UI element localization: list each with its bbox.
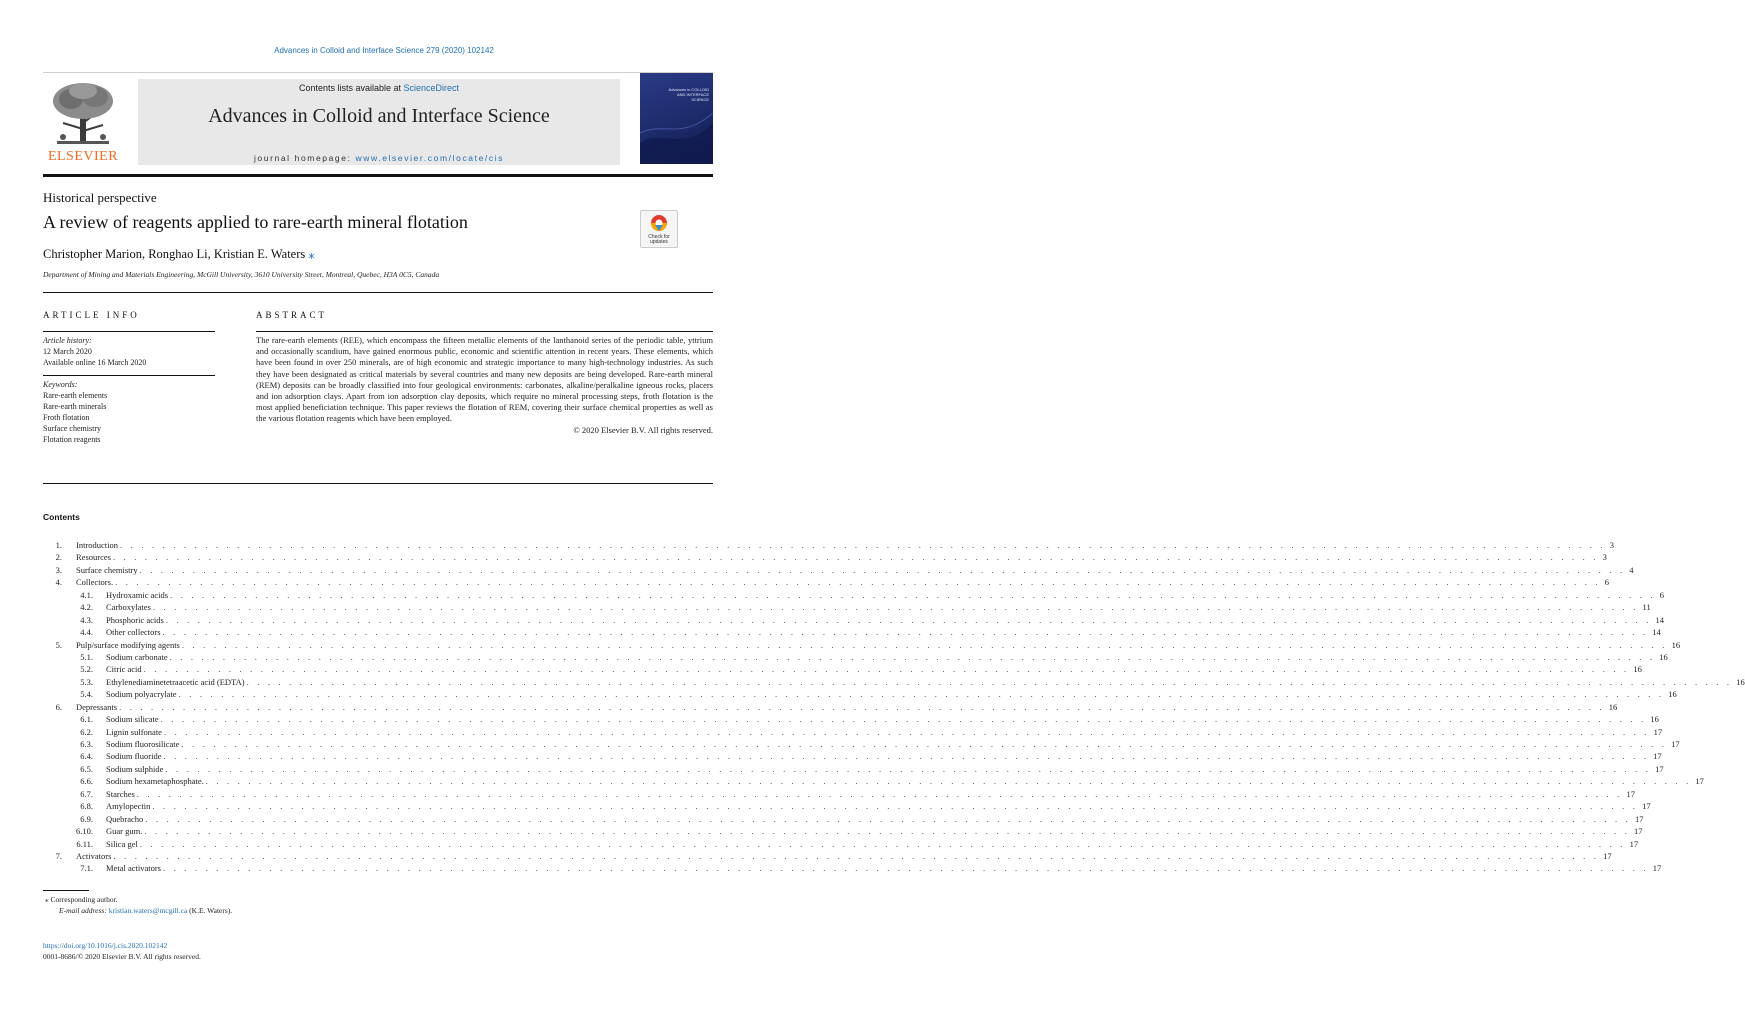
toc-title[interactable]: Metal activators: [106, 863, 161, 874]
toc-leader-dots: . . . . . . . . . . . . . . . . . . . . . . . . . . . . . . . . . . . . . . . . . . . . . . . . . . . . . . . . . . . . . . . . . . . . . . . . . . . . . . . . . . . . . . . . . . . . . . . . . . . . . . . . . . . . . . . . . . . . . . . . . . . . . . . . . . . . . . . . . . . .: [169, 651, 1656, 662]
toc-number: 4.2.: [80, 602, 93, 613]
contents-heading: Contents: [43, 512, 80, 522]
toc-entry[interactable]: [43, 862, 1662, 874]
toc-leader-dots: . . . . . . . . . . . . . . . . . . . . . . . . . . . . . . . . . . . . . . . . . . . . . . . . . . . . . . . . . . . . . . . . . . . . . . . . . . . . . . . . . . . . . . . . . . . . . . . . . . . . . . . . . . . . . . . . . . . . . . . . . . . . . . . . . . . . . . . . . . . .: [246, 676, 1733, 687]
toc-title[interactable]: Sodium sulphide: [106, 763, 164, 774]
toc-title[interactable]: Sodium fluoride: [106, 751, 162, 762]
toc-entry[interactable]: [43, 551, 1607, 563]
toc-number: 5.4.: [80, 689, 93, 700]
toc-entry[interactable]: [43, 651, 1668, 663]
toc-page-number: 17: [1649, 750, 1662, 762]
toc-page-number: 17: [1667, 738, 1680, 750]
toc-entry[interactable]: [43, 639, 1681, 651]
toc-leader-dots: . . . . . . . . . . . . . . . . . . . . . . . . . . . . . . . . . . . . . . . . . . . . . . . . . . . . . . . . . . . . . . . . . . . . . . . . . . . . . . . . . . . . . . . . . . . . . . . . . . . . . . . . . . . . . . . . . . . . . . . . . . . . . . . . . . . . . . . . . . . .: [165, 614, 1652, 625]
journal-homepage-line: [138, 153, 620, 163]
toc-leader-dots: . . . . . . . . . . . . . . . . . . . . . . . . . . . . . . . . . . . . . . . . . . . . . . . . . . . . . . . . . . . . . . . . . . . . . . . . . . . . . . . . . . . . . . . . . . . . . . . . . . . . . . . . . . . . . . . . . . . . . . . . . . . . . . . . . . . . . . . . . . . .: [139, 564, 1626, 575]
toc-title[interactable]: Surface chemistry: [76, 564, 138, 575]
toc-entry[interactable]: [43, 738, 1680, 750]
toc-leader-dots: . . . . . . . . . . . . . . . . . . . . . . . . . . . . . . . . . . . . . . . . . . . . . . . . . . . . . . . . . . . . . . . . . . . . . . . . . . . . . . . . . . . . . . . . . . . . . . . . . . . . . . . . . . . . . . . . . . . . . . . . . . . . . . . . . . . . . . . . . . . .: [152, 602, 1639, 613]
article-info-heading: ARTICLE INFO: [43, 310, 140, 320]
toc-number: 5.2.: [80, 664, 93, 675]
toc-leader-dots: . . . . . . . . . . . . . . . . . . . . . . . . . . . . . . . . . . . . . . . . . . . . . . . . . . . . . . . . . . . . . . . . . . . . . . . . . . . . . . . . . . . . . . . . . . . . . . . . . . . . . . . . . . . . . . . . . . . . . . . . . . . . . . . . . . . . . . . . . . . .: [181, 639, 1668, 650]
toc-page-number: 6: [1656, 589, 1664, 601]
toc-number: 4.1.: [80, 589, 93, 600]
toc-number: 4.4.: [80, 627, 93, 638]
toc-leader-dots: . . . . . . . . . . . . . . . . . . . . . . . . . . . . . . . . . . . . . . . . . . . . . . . . . . . . . . . . . . . . . . . . . . . . . . . . . . . . . . . . . . . . . . . . . . . . . . . . . . . . . . . . . . . . . . . . . . . . . . . . . . . . . . . . . . . . . . . . . . . .: [115, 577, 1601, 588]
toc-title[interactable]: Sodium fluorosilicate: [106, 739, 180, 749]
toc-number: 6.1.: [80, 714, 93, 725]
toc-title[interactable]: Silica gel: [106, 838, 138, 849]
toc-leader-dots: . . . . . . . . . . . . . . . . . . . . . . . . . . . . . . . . . . . . . . . . . . . . . . . . . . . . . . . . . . . . . . . . . . . . . . . . . . . . . . . . . . . . . . . . . . . . . . . . . . . . . . . . . . . . . . . . . . . . . . . . . . . . . . . . . . . . . . . . . . . .: [139, 838, 1626, 849]
toc-number: 3.: [55, 564, 62, 575]
toc-leader-dots: . . . . . . . . . . . . . . . . . . . . . . . . . . . . . . . . . . . . . . . . . . . . . . . . . . . . . . . . . . . . . . . . . . . . . . . . . . . . . . . . . . . . . . . . . . . . . . . . . . . . . . . . . . . . . . . . . . . . . . . . . . . . . . . . . . . . . . . . . . . .: [163, 726, 1650, 737]
toc-leader-dots: . . . . . . . . . . . . . . . . . . . . . . . . . . . . . . . . . . . . . . . . . . . . . . . . . . . . . . . . . . . . . . . . . . . . . . . . . . . . . . . . . . . . . . . . . . . . . . . . . . . . . . . . . . . . . . . . . . . . . . . . . . . . . . . . . . . . . . . . . . . .: [119, 701, 1605, 712]
toc-entry[interactable]: [43, 726, 1663, 738]
toc-title[interactable]: Citric acid: [106, 664, 142, 675]
toc-number: 6.11.: [76, 838, 93, 849]
toc-leader-dots: . . . . . . . . . . . . . . . . . . . . . . . . . . . . . . . . . . . . . . . . . . . . . . . . . . . . . . . . . . . . . . . . . . . . . . . . . . . . . . . . . . . . . . . . . . . . . . . . . . . . . . . . . . . . . . . . . . . . . . . . . . . . . . . . . . . . . . . . . . . .: [163, 751, 1650, 762]
email-footnote: [43, 905, 232, 916]
toc-number: 6.10.: [76, 826, 93, 837]
toc-entry[interactable]: [43, 626, 1661, 638]
footnotes: [43, 894, 232, 916]
toc-number: 5.1.: [80, 651, 93, 662]
toc-entry[interactable]: [43, 813, 1644, 825]
toc-number: 6.2.: [80, 726, 93, 737]
toc-entry[interactable]: [43, 576, 1610, 588]
check-for-updates-button[interactable]: [640, 210, 678, 248]
toc-leader-dots: . . . . . . . . . . . . . . . . . . . . . . . . . . . . . . . . . . . . . . . . . . . . . . . . . . . . . . . . . . . . . . . . . . . . . . . . . . . . . . . . . . . . . . . . . . . . . . . . . . . . . . . . . . . . . . . . . . . . . . . . . . . . . . . . . . . . . . . . . . . .: [178, 689, 1665, 700]
toc-number: 2.: [55, 552, 62, 563]
toc-title[interactable]: Carboxylates: [106, 602, 151, 613]
toc-page-number: 14: [1652, 614, 1665, 626]
footnote-mark: ⁎: [44, 895, 49, 904]
history-online: Available online 16 March 2020: [43, 358, 147, 367]
authors-names: Christopher Marion, Ronghao Li, Kristian E. Waters: [43, 247, 306, 261]
toc-title[interactable]: Sodium carbonate: [106, 651, 168, 662]
elsevier-logo[interactable]: [43, 79, 123, 165]
toc-title[interactable]: Lignin sulfonate: [106, 726, 162, 737]
abstract-body: [256, 335, 713, 436]
toc-leader-dots: . . . . . . . . . . . . . . . . . . . . . . . . . . . . . . . . . . . . . . . . . . . . . . . . . . . . . . . . . . . . . . . . . . . . . . . . . . . . . . . . . . . . . . . . . . . . . . . . . . . . . . . . . . . . . . . . . . . . . . . . . . . . . . . . . . . . . . . . . . . .: [113, 850, 1600, 861]
toc-page-number: 6: [1601, 576, 1609, 588]
toc-leader-dots: . . . . . . . . . . . . . . . . . . . . . . . . . . . . . . . . . . . . . . . . . . . . . . . . . . . . . . . . . . . . . . . . . . . . . . . . . . . . . . . . . . . . . . . . . . . . . . . . . . . . . . . . . . . . . . . . . . . . . . . . . . . . . . . . . . . . . . . . . . . .: [205, 776, 1692, 787]
toc-page-number: 17: [1649, 862, 1662, 874]
toc-number: 6.9.: [80, 813, 93, 824]
history-received: 12 March 2020: [43, 347, 92, 356]
toc-entry[interactable]: [43, 838, 1639, 850]
masthead-top-rule: [43, 72, 713, 73]
toc-entry[interactable]: [43, 663, 1642, 675]
doi-block: [43, 940, 201, 962]
toc-leader-dots: . . . . . . . . . . . . . . . . . . . . . . . . . . . . . . . . . . . . . . . . . . . . . . . . . . . . . . . . . . . . . . . . . . . . . . . . . . . . . . . . . . . . . . . . . . . . . . . . . . . . . . . . . . . . . . . . . . . . . . . . . . . . . . . . . . . . . . . . . . . .: [162, 627, 1649, 638]
toc-entry[interactable]: [43, 676, 1745, 688]
toc-title[interactable]: Sodium silicate: [106, 714, 159, 725]
sciencedirect-link[interactable]: ScienceDirect: [403, 83, 460, 93]
keywords: [43, 379, 215, 445]
toc-title[interactable]: Phosphoric acids: [106, 614, 164, 625]
toc-number: 4.: [55, 577, 62, 588]
article-type: Historical perspective: [43, 190, 157, 205]
history-label: Article history:: [43, 336, 92, 345]
toc-entry[interactable]: [43, 564, 1634, 576]
toc-page-number: 16: [1646, 713, 1659, 725]
toc-page-number: 16: [1605, 701, 1618, 713]
affiliation-rule: [43, 292, 713, 293]
keyword: Froth flotation: [43, 413, 90, 422]
toc-title[interactable]: Introduction: [76, 540, 119, 550]
toc-number: 6.4.: [80, 751, 93, 762]
article-title: A review of reagents applied to rare-earth mineral flotation: [43, 212, 468, 232]
keywords-label: Keywords:: [43, 380, 78, 389]
corresponding-text: Corresponding author.: [50, 895, 118, 904]
contents-prefix: Contents lists available at: [298, 83, 404, 93]
abstract-paragraph: The rare-earth elements (REE), which encompass the fifteen metallic elements of the lanthanoid series of the periodic table, yttrium and occasionally scandium, have gained enormous public, economic and scientific attention in recent years. These elements, which have been found in over 250 minerals, are of high economic and strategic importance to many high-technology industries. As such they have been designated as critical materials by several countries and many new deposits are being developed. Rare-earth mineral (REM) deposits can be broadly classified into four geological environments: carbonates, alkaline/peralkaline igneous rocks, placers and ion adsorption clays. Apart from ion adsorption clay deposits, which require no mineral processing steps, froth flotation is the most applied beneficiation technique. This paper reviews the flotation of REM, covering their surface chemical properties as well as the various flotation reagents which have been employed.: [256, 335, 713, 424]
toc-number: 7.1.: [80, 863, 93, 874]
contents-lists-line: [138, 83, 620, 93]
toc-entry[interactable]: [43, 800, 1651, 812]
homepage-link[interactable]: www.elsevier.com/locate/cis: [355, 153, 505, 163]
toc-leader-dots: . . . . . . . . . . . . . . . . . . . . . . . . . . . . . . . . . . . . . . . . . . . . . . . . . . . . . . . . . . . . . . . . . . . . . . . . . . . . . . . . . . . . . . . . . . . . . . . . . . . . . . . . . . . . . . . . . . . . . . . . . . . . . . . . . . . . . . . . . . . .: [145, 813, 1631, 824]
toc-title[interactable]: Guar gum.: [106, 826, 143, 837]
homepage-prefix: journal homepage:: [253, 153, 356, 163]
toc-number: 6.6.: [80, 776, 93, 787]
toc-entry[interactable]: [43, 775, 1704, 787]
toc-entry[interactable]: [43, 750, 1662, 762]
affiliation: Department of Mining and Materials Engineering, McGill University, 3610 University Street, Montreal, Quebec, H3A 0C5, Canada: [43, 270, 440, 279]
corresponding-footnote: [43, 894, 232, 905]
cover-title: Advances in COLLOID AND INTERFACE SCIENCE: [668, 87, 709, 102]
toc-number: 6.8.: [80, 801, 93, 812]
toc-page-number: 17: [1650, 726, 1663, 738]
toc-leader-dots: . . . . . . . . . . . . . . . . . . . . . . . . . . . . . . . . . . . . . . . . . . . . . . . . . . . . . . . . . . . . . . . . . . . . . . . . . . . . . . . . . . . . . . . . . . . . . . . . . . . . . . . . . . . . . . . . . . . . . . . . . . . . . . . . . . . . . . . . . . . .: [163, 863, 1649, 874]
toc-page-number: 3: [1606, 539, 1614, 551]
toc-title[interactable]: Sodium polyacrylate: [106, 689, 177, 700]
toc-leader-dots: . . . . . . . . . . . . . . . . . . . . . . . . . . . . . . . . . . . . . . . . . . . . . . . . . . . . . . . . . . . . . . . . . . . . . . . . . . . . . . . . . . . . . . . . . . . . . . . . . . . . . . . . . . . . . . . . . . . . . . . . . . . . . . . . . . . . . . . . . . . .: [170, 589, 1656, 600]
keyword: Rare-earth elements: [43, 391, 108, 400]
issn-copyright: 0001-8686/© 2020 Elsevier B.V. All rights reserved.: [43, 952, 201, 961]
toc-leader-dots: . . . . . . . . . . . . . . . . . . . . . . . . . . . . . . . . . . . . . . . . . . . . . . . . . . . . . . . . . . . . . . . . . . . . . . . . . . . . . . . . . . . . . . . . . . . . . . . . . . . . . . . . . . . . . . . . . . . . . . . . . . . . . . . . . . . . . . . . . . . .: [136, 788, 1623, 799]
email-suffix: (K.E. Waters).: [187, 906, 233, 915]
journal-cover-thumbnail[interactable]: [640, 73, 713, 164]
toc-leader-dots: . . . . . . . . . . . . . . . . . . . . . . . . . . . . . . . . . . . . . . . . . . . . . . . . . . . . . . . . . . . . . . . . . . . . . . . . . . . . . . . . . . . . . . . . . . . . . . . . . . . . . . . . . . . . . . . . . . . . . . . . . . . . . . . . . . . . . . . . . . . .: [120, 540, 1606, 550]
toc-page-number: 17: [1622, 788, 1635, 800]
toc-page-number: 16: [1668, 639, 1681, 651]
toc-entry[interactable]: [43, 713, 1659, 725]
toc-title[interactable]: Resources: [76, 552, 111, 563]
toc-page-number: 17: [1599, 850, 1612, 862]
toc-number: 5.3.: [80, 676, 93, 687]
toc-page-number: 17: [1631, 813, 1644, 825]
toc-entry[interactable]: [43, 589, 1665, 601]
keywords-rule: [43, 375, 215, 376]
abstract-end-rule: [43, 483, 713, 484]
keyword: Flotation reagents: [43, 435, 101, 444]
abstract-heading: ABSTRACT: [256, 310, 328, 320]
toc-number: 7.: [55, 850, 62, 861]
toc-entry[interactable]: [43, 688, 1677, 700]
crossmark-icon: [641, 211, 677, 235]
abstract-copyright: © 2020 Elsevier B.V. All rights reserved.: [573, 424, 713, 435]
toc-entry[interactable]: [43, 788, 1635, 800]
toc-title[interactable]: Quebracho: [106, 813, 144, 824]
corresponding-author-mark[interactable]: ⁎: [308, 247, 315, 261]
toc-page-number: 17: [1691, 775, 1704, 787]
toc-entry[interactable]: [43, 701, 1618, 713]
toc-title[interactable]: Starches: [106, 788, 135, 799]
journal-masthead: [138, 79, 620, 165]
toc-title[interactable]: Ethylenediaminetetraacetic acid (EDTA): [106, 676, 245, 687]
header-thick-rule: [43, 174, 713, 177]
toc-page-number: 17: [1630, 825, 1643, 837]
table-of-contents: [43, 539, 1745, 875]
keyword: Surface chemistry: [43, 424, 101, 433]
toc-page-number: 4: [1625, 564, 1633, 576]
toc-title[interactable]: Pulp/surface modifying agents: [76, 639, 180, 650]
running-head[interactable]: Advances in Colloid and Interface Science 279 (2020) 102142: [274, 46, 494, 55]
toc-page-number: 16: [1629, 663, 1642, 675]
toc-entry[interactable]: [43, 825, 1643, 837]
toc-title[interactable]: Collectors.: [76, 577, 114, 588]
toc-entry[interactable]: [43, 614, 1665, 626]
crossmark-label: Check for updates: [648, 234, 670, 245]
toc-leader-dots: . . . . . . . . . . . . . . . . . . . . . . . . . . . . . . . . . . . . . . . . . . . . . . . . . . . . . . . . . . . . . . . . . . . . . . . . . . . . . . . . . . . . . . . . . . . . . . . . . . . . . . . . . . . . . . . . . . . . . . . . . . . . . . . . . . . . . . . . . . . .: [165, 763, 1652, 774]
toc-page-number: 16: [1732, 676, 1745, 688]
toc-entry[interactable]: [43, 601, 1651, 613]
toc-page-number: 3: [1599, 551, 1607, 563]
toc-leader-dots: . . . . . . . . . . . . . . . . . . . . . . . . . . . . . . . . . . . . . . . . . . . . . . . . . . . . . . . . . . . . . . . . . . . . . . . . . . . . . . . . . . . . . . . . . . . . . . . . . . . . . . . . . . . . . . . . . . . . . . . . . . . . . . . . . . . . . . . . . . . .: [181, 739, 1668, 749]
toc-title[interactable]: Depressants: [76, 701, 118, 712]
toc-number: 6.: [55, 701, 62, 712]
toc-entry[interactable]: [43, 850, 1612, 862]
toc-entry[interactable]: [43, 763, 1664, 775]
toc-leader-dots: . . . . . . . . . . . . . . . . . . . . . . . . . . . . . . . . . . . . . . . . . . . . . . . . . . . . . . . . . . . . . . . . . . . . . . . . . . . . . . . . . . . . . . . . . . . . . . . . . . . . . . . . . . . . . . . . . . . . . . . . . . . . . . . . . . . . . . . . . . . .: [152, 801, 1639, 812]
toc-number: 6.3.: [80, 739, 93, 749]
author-list: [43, 246, 315, 262]
toc-title[interactable]: Activators: [76, 850, 112, 861]
toc-number: 6.5.: [80, 763, 93, 774]
keyword: Rare-earth minerals: [43, 402, 107, 411]
toc-number: 4.3.: [80, 614, 93, 625]
toc-page-number: 17: [1638, 800, 1651, 812]
doi-link[interactable]: https://doi.org/10.1016/j.cis.2020.102142: [43, 941, 168, 950]
toc-title[interactable]: Sodium hexametaphosphate.: [106, 776, 204, 787]
toc-page-number: 16: [1655, 651, 1668, 663]
footnote-rule: [43, 890, 89, 891]
toc-page-number: 11: [1639, 601, 1651, 613]
journal-title: Advances in Colloid and Interface Science: [208, 105, 550, 127]
toc-title[interactable]: Amylopectin: [106, 801, 151, 812]
article-info-rule: [43, 331, 215, 332]
toc-number: 5.: [55, 639, 62, 650]
tree-icon: [43, 79, 123, 149]
toc-number: 6.7.: [80, 788, 93, 799]
toc-title[interactable]: Hydroxamic acids: [106, 589, 169, 600]
toc-number: 1.: [55, 540, 62, 550]
article-history: [43, 335, 215, 368]
email-label: E-mail address:: [59, 906, 109, 915]
toc-page-number: 17: [1651, 763, 1664, 775]
elsevier-wordmark: ELSEVIER: [47, 149, 119, 164]
abstract-rule: [256, 331, 713, 332]
author-email-link[interactable]: kristian.waters@mcgill.ca: [108, 906, 188, 915]
toc-entry[interactable]: [43, 539, 1614, 551]
toc-leader-dots: . . . . . . . . . . . . . . . . . . . . . . . . . . . . . . . . . . . . . . . . . . . . . . . . . . . . . . . . . . . . . . . . . . . . . . . . . . . . . . . . . . . . . . . . . . . . . . . . . . . . . . . . . . . . . . . . . . . . . . . . . . . . . . . . . . . . . . . . . . . .: [112, 552, 1599, 563]
toc-page-number: 14: [1648, 626, 1661, 638]
toc-page-number: 17: [1626, 838, 1639, 850]
toc-leader-dots: . . . . . . . . . . . . . . . . . . . . . . . . . . . . . . . . . . . . . . . . . . . . . . . . . . . . . . . . . . . . . . . . . . . . . . . . . . . . . . . . . . . . . . . . . . . . . . . . . . . . . . . . . . . . . . . . . . . . . . . . . . . . . . . . . . . . . . . . . . . .: [160, 714, 1647, 725]
toc-leader-dots: . . . . . . . . . . . . . . . . . . . . . . . . . . . . . . . . . . . . . . . . . . . . . . . . . . . . . . . . . . . . . . . . . . . . . . . . . . . . . . . . . . . . . . . . . . . . . . . . . . . . . . . . . . . . . . . . . . . . . . . . . . . . . . . . . . . . . . . . . . . .: [143, 664, 1630, 675]
toc-leader-dots: . . . . . . . . . . . . . . . . . . . . . . . . . . . . . . . . . . . . . . . . . . . . . . . . . . . . . . . . . . . . . . . . . . . . . . . . . . . . . . . . . . . . . . . . . . . . . . . . . . . . . . . . . . . . . . . . . . . . . . . . . . . . . . . . . . . . . . . . . . . .: [144, 826, 1631, 837]
toc-title[interactable]: Other collectors: [106, 627, 161, 638]
toc-page-number: 16: [1664, 688, 1677, 700]
